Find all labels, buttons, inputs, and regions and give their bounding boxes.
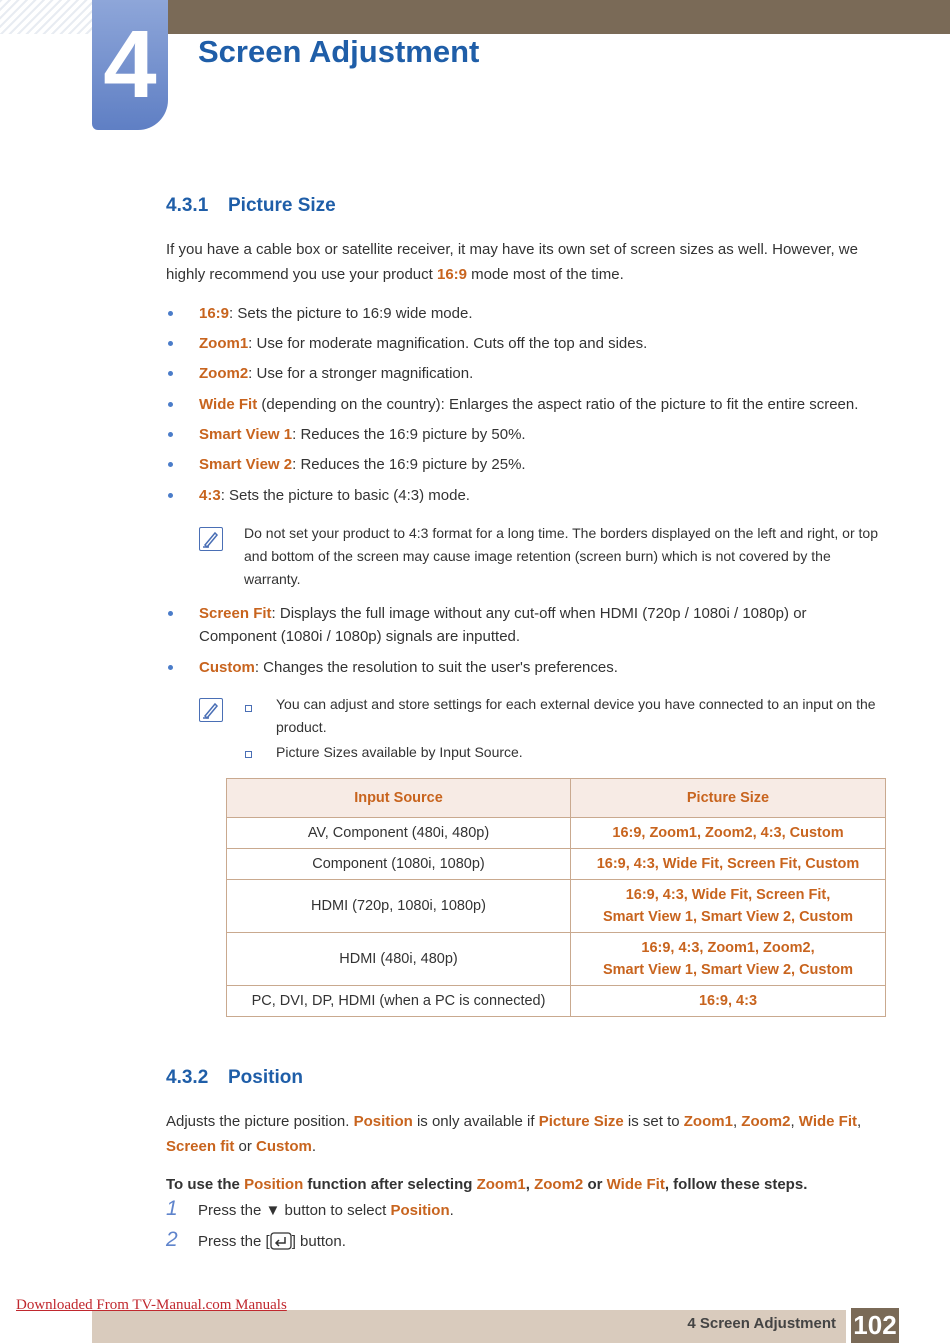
table-row	[227, 849, 886, 880]
text: ,	[857, 1113, 862, 1130]
section-title: Position	[228, 1067, 303, 1088]
intro-text-end: mode most of the time.	[467, 266, 624, 283]
picture-size-cell	[571, 880, 886, 933]
step-item	[166, 1197, 454, 1222]
input-source-cell: HDMI (480i, 480p)	[227, 933, 571, 986]
text: function after selecting	[303, 1176, 477, 1193]
text: .	[311, 1138, 317, 1155]
section-heading-position	[166, 1067, 303, 1089]
text: , follow these steps.	[664, 1176, 808, 1193]
header-hatch	[0, 0, 92, 34]
list-item	[166, 453, 882, 476]
desc: : Use for moderate magnification. Cuts off the top and sides.	[248, 335, 648, 352]
note-text: You can adjust and store settings for each external device you have connected to an input on the product.	[276, 696, 876, 735]
intro-text: If you have a cable box or satellite receiver, it may have its own set of screen sizes as well. However, we highly recommend you use your product	[166, 241, 858, 283]
term: Wide Fit	[606, 1176, 665, 1193]
term: Smart View 2	[199, 456, 293, 473]
term: Smart View 1	[199, 426, 293, 443]
bullet-icon	[168, 493, 173, 498]
position-paragraph	[166, 1109, 882, 1159]
term: Picture Size	[538, 1113, 624, 1130]
picture-size-cell: 16:9, Zoom1, Zoom2, 4:3, Custom	[571, 818, 886, 849]
text: ] button.	[291, 1233, 346, 1250]
term: Position	[390, 1202, 450, 1219]
list-item	[166, 362, 882, 385]
picture-size-cell: 16:9, 4:3	[571, 986, 886, 1017]
term: Zoom1	[476, 1176, 526, 1193]
bullet-icon	[168, 371, 173, 376]
picture-size-cell	[571, 933, 886, 986]
step-item	[166, 1228, 346, 1253]
section-heading-picture-size	[166, 195, 336, 217]
text: Press the [	[198, 1233, 270, 1250]
howto-heading	[166, 1172, 882, 1197]
picture-size-cell: 16:9, 4:3, Wide Fit, Screen Fit, Custom	[571, 849, 886, 880]
enter-key-icon	[270, 1232, 292, 1250]
desc: : Reduces the 16:9 picture by 25%.	[292, 456, 526, 473]
bullet-icon	[168, 462, 173, 467]
input-source-cell: PC, DVI, DP, HDMI (when a PC is connected)	[227, 986, 571, 1017]
term: Zoom2	[741, 1113, 791, 1130]
bullet-icon	[168, 432, 173, 437]
note-icon	[199, 527, 223, 551]
bullet-icon	[168, 341, 173, 346]
step-number: 1	[166, 1197, 178, 1220]
sizes-line: 16:9, 4:3, Wide Fit, Screen Fit,	[625, 887, 831, 903]
term: Custom	[256, 1138, 312, 1155]
text: .	[449, 1202, 454, 1219]
section-number: 4.3.1	[166, 195, 209, 216]
sizes-line: Smart View 1, Smart View 2, Custom	[602, 962, 854, 978]
text: To use the	[166, 1176, 245, 1193]
table-header-row	[227, 779, 886, 818]
desc: : Reduces the 16:9 picture by 50%.	[292, 426, 526, 443]
term: Wide Fit	[199, 396, 258, 413]
term: Zoom1	[683, 1113, 733, 1130]
text: ,	[525, 1176, 535, 1193]
text: Adjusts the picture position.	[166, 1113, 354, 1130]
desc: : Use for a stronger magnification.	[248, 365, 474, 382]
term: Position	[353, 1113, 413, 1130]
list-item	[166, 602, 882, 648]
term: Screen Fit	[199, 605, 272, 622]
note-text: Do not set your product to 4:3 format for a long time. The borders displayed on the left and right, or top and bottom of the screen may cause image retention (screen burn) which is not covered by the warranty.	[244, 525, 878, 587]
chapter-title: Screen Adjustment	[198, 34, 480, 69]
desc: : Sets the picture to 16:9 wide mode.	[229, 305, 473, 322]
text: is set to	[623, 1113, 684, 1130]
desc: : Displays the full image without any cut-off when HDMI (720p / 1080i / 1080p) or Component (1080i / 1080p) signals are inputted.	[199, 605, 807, 645]
text: Press the ▼ button to select	[198, 1202, 391, 1219]
step-number: 2	[166, 1228, 178, 1251]
column-header: Picture Size	[571, 779, 886, 818]
intro-highlight: 16:9	[436, 266, 468, 283]
intro-paragraph	[166, 237, 882, 287]
list-item	[166, 656, 882, 679]
bullet-icon	[168, 311, 173, 316]
text: is only available if	[412, 1113, 539, 1130]
bullet-icon	[168, 611, 173, 616]
note-icon	[199, 698, 223, 722]
term: Zoom2	[199, 365, 249, 382]
table-row	[227, 933, 886, 986]
term: Screen fit	[166, 1138, 235, 1155]
desc: : Changes the resolution to suit the user's preferences.	[254, 659, 618, 676]
term: Custom	[199, 659, 255, 676]
download-link[interactable]: Downloaded From TV-Manual.com Manuals	[16, 1297, 287, 1313]
section-number: 4.3.2	[166, 1067, 209, 1088]
term: Wide Fit	[798, 1113, 857, 1130]
input-source-cell: Component (1080i, 1080p)	[227, 849, 571, 880]
note-text: Picture Sizes available by Input Source.	[276, 744, 523, 760]
input-source-cell: AV, Component (480i, 480p)	[227, 818, 571, 849]
section-title: Picture Size	[228, 195, 336, 216]
term: 4:3	[199, 487, 221, 504]
term: Zoom2	[534, 1176, 584, 1193]
page-number: 102	[851, 1308, 899, 1343]
list-item	[166, 302, 882, 325]
bullet-icon	[168, 665, 173, 670]
table-row	[227, 986, 886, 1017]
square-bullet-icon	[245, 705, 252, 712]
text: or	[583, 1176, 607, 1193]
list-item	[166, 393, 882, 416]
term: Position	[244, 1176, 304, 1193]
footer-chapter-label: 4 Screen Adjustment	[687, 1315, 836, 1332]
desc: : Sets the picture to basic (4:3) mode.	[220, 487, 470, 504]
table-row	[227, 880, 886, 933]
column-header: Input Source	[227, 779, 571, 818]
bullet-icon	[168, 402, 173, 407]
square-bullet-icon	[245, 751, 252, 758]
chapter-number: 4	[92, 0, 168, 130]
list-item	[166, 332, 882, 355]
term: 16:9	[199, 305, 230, 322]
desc: (depending on the country): Enlarges the aspect ratio of the picture to fit the entire screen.	[257, 396, 859, 413]
term: Zoom1	[199, 335, 249, 352]
text: or	[234, 1138, 257, 1155]
text: ,	[732, 1113, 742, 1130]
sizes-line: 16:9, 4:3, Zoom1, Zoom2,	[641, 940, 815, 956]
input-source-cell: HDMI (720p, 1080i, 1080p)	[227, 880, 571, 933]
text: ,	[790, 1113, 799, 1130]
list-item	[166, 423, 882, 446]
sizes-line: Smart View 1, Smart View 2, Custom	[602, 909, 854, 925]
list-item	[166, 484, 882, 507]
header-bar	[168, 0, 950, 34]
picture-size-table	[226, 778, 886, 1017]
table-row	[227, 818, 886, 849]
